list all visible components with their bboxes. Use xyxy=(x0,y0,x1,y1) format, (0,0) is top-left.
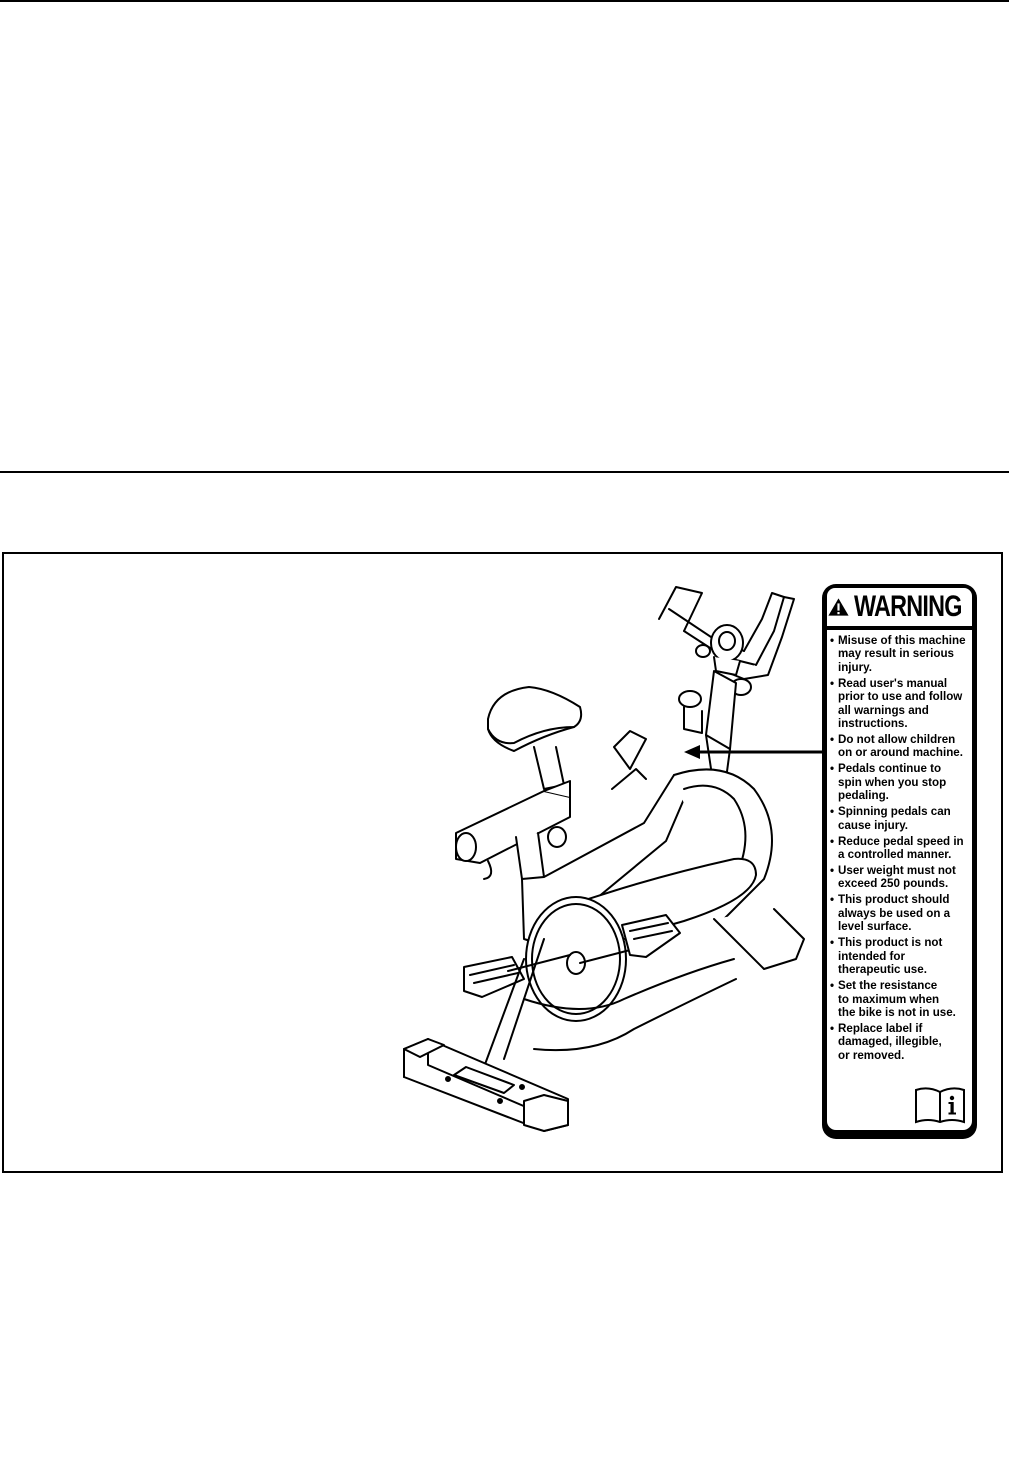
section-divider xyxy=(0,471,1009,473)
warning-item: • Read user's manual prior to use and follow all warnings and instructions. xyxy=(830,677,968,731)
warning-triangle-icon xyxy=(827,593,850,621)
warning-item: • This product is not intended for therapeutic use. xyxy=(830,936,968,976)
figure-box xyxy=(2,552,1003,1173)
warning-item: • Reduce pedal speed in a controlled manner. xyxy=(830,835,968,862)
warning-title: WARNING xyxy=(854,590,962,623)
warning-label xyxy=(822,584,977,1139)
warning-item: • Spinning pedals can cause injury. xyxy=(830,805,968,832)
warning-item: • Set the resistance to maximum when the bike is not in use. xyxy=(830,979,968,1019)
warning-item: • Pedals continue to spin when you stop pedaling. xyxy=(830,762,968,802)
warning-item: • User weight must not exceed 250 pounds. xyxy=(830,864,968,891)
warning-label-body xyxy=(827,630,972,1130)
exercise-bike-icon xyxy=(384,579,814,1179)
warning-label-header xyxy=(827,588,972,626)
warning-item: • This product should always be used on a level surface. xyxy=(830,893,968,933)
top-rule xyxy=(0,0,1009,2)
warning-item: • Misuse of this machine may result in serious injury. xyxy=(830,634,968,674)
warning-item: • Replace label if damaged, illegible, or removed. xyxy=(830,1022,968,1062)
warning-item: • Do not allow children on or around machine. xyxy=(830,733,968,760)
manual-info-icon xyxy=(914,1086,966,1124)
